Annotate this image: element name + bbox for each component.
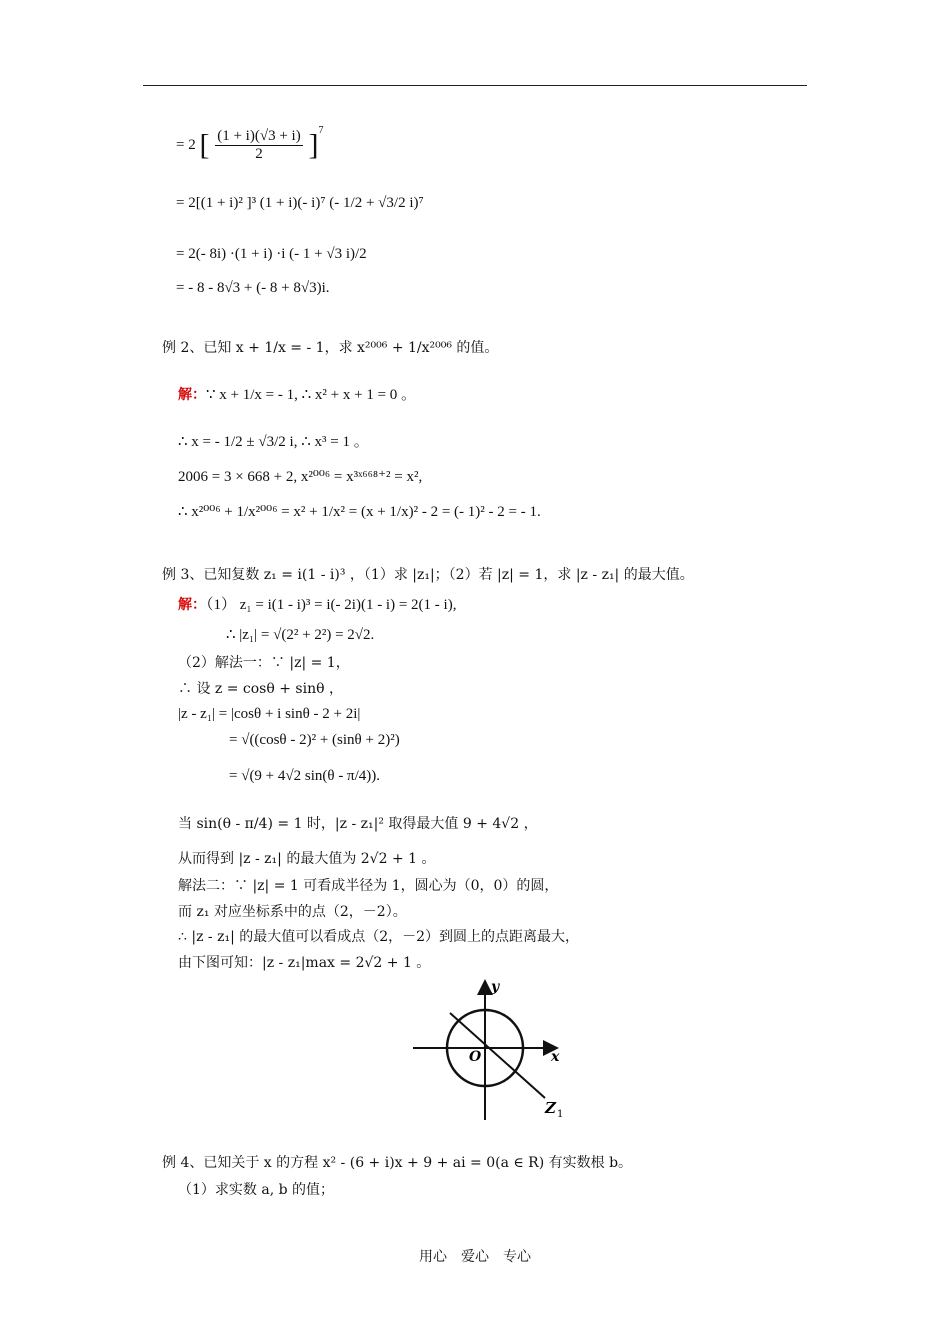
solution-label: 解：: [178, 387, 206, 403]
x-axis-label: x: [551, 1049, 560, 1065]
example-3-solution-11: 而 z₁ 对应坐标系中的点（2，－2）。: [178, 904, 407, 920]
example-4-title: 例 4、已知关于 x 的方程 x² - (6 + i)x + 9 + ai = 0(a ∈ R) 有实数根 b。: [162, 1155, 633, 1171]
example-3-solution-2: ∴ |z₁| = √(2² + 2²) = 2√2.: [226, 627, 375, 643]
example-3-solution-4: ∴ 设 z = cosθ + sinθ ，: [178, 681, 343, 697]
example-3-solution-12: ∴ |z - z₁| 的最大值可以看成点（2，－2）到圆上的点距离最大，: [178, 929, 580, 945]
example-3-title: 例 3、已知复数 z₁ = i(1 - i)³ ，（1）求 |z₁|；（2）若 |z| = 1，求 |z - z₁| 的最大值。: [162, 567, 694, 583]
solution-label: 解：: [178, 597, 206, 613]
origin-label: O: [469, 1049, 482, 1065]
z1-subscript: 1: [557, 1109, 564, 1120]
page-footer: 用心 爱心 专心: [419, 1249, 531, 1265]
example-3-solution-7: = √(9 + 4√2 sin(θ - π/4)).: [229, 768, 381, 784]
example-3-solution-8: 当 sin(θ - π/4) = 1 时，|z - z₁|² 取得最大值 9 + 4√2 ，: [178, 816, 538, 832]
example-2-solution-2: ∴ x = - 1/2 ± √3/2 i, ∴ x³ = 1 。: [178, 434, 369, 450]
intro-line-4: = - 8 - 8√3 + (- 8 + 8√3)i.: [176, 280, 330, 296]
intro-line-3: = 2(- 8i) ·(1 + i) ·i (- 1 + √3 i)/2: [176, 246, 367, 262]
unit-circle-figure: [405, 975, 580, 1125]
y-axis-label: y: [491, 979, 500, 995]
example-3-solution-1: 解：（1） z₁ = i(1 - i)³ = i(- 2i)(1 - i) = 2(1 - i),: [178, 597, 457, 613]
example-3-solution-10: 解法二：∵ |z| = 1 可看成半径为 1，圆心为（0，0）的圆，: [178, 878, 559, 894]
example-3-solution-13: 由下图可知：|z - z₁|max = 2√2 + 1 。: [178, 955, 431, 971]
example-3-solution-6: = √((cosθ - 2)² + (sinθ + 2)²): [229, 732, 400, 748]
line-to-z1: [450, 1013, 545, 1098]
example-3-solution-5: |z - z₁| = |cosθ + i sinθ - 2 + 2i|: [178, 706, 361, 722]
example-2-title: 例 2、已知 x + 1/x = - 1，求 x²⁰⁰⁶ + 1/x²⁰⁰⁶ 的值。: [162, 340, 499, 356]
example-2-solution-1: 解：∵ x + 1/x = - 1, ∴ x² + x + 1 = 0 。: [178, 387, 417, 403]
example-3-solution-9: 从而得到 |z - z₁| 的最大值为 2√2 + 1 。: [178, 851, 436, 867]
intro-line-2: = 2[(1 + i)² ]³ (1 + i)(- i)⁷ (- 1/2 + √3/2 i)⁷: [176, 195, 424, 211]
z1-label: Z: [545, 1099, 556, 1117]
example-2-solution-4: ∴ x²⁰⁰⁶ + 1/x²⁰⁰⁶ = x² + 1/x² = (x + 1/x)² - 2 = (- 1)² - 2 = - 1.: [178, 504, 541, 520]
header-rule: [143, 85, 807, 86]
example-2-solution-3: 2006 = 3 × 668 + 2, x²⁰⁰⁶ = x³ˣ⁶⁶⁸⁺² = x²,: [178, 469, 423, 485]
example-3-solution-3: （2）解法一：∵ |z| = 1，: [178, 655, 350, 671]
example-4-question-1: （1）求实数 a, b 的值；: [178, 1182, 335, 1198]
intro-line-1: = 2 [ $\frac{(1 + i)(√3 + i)}{2}$ ]$^7$: [176, 124, 324, 162]
